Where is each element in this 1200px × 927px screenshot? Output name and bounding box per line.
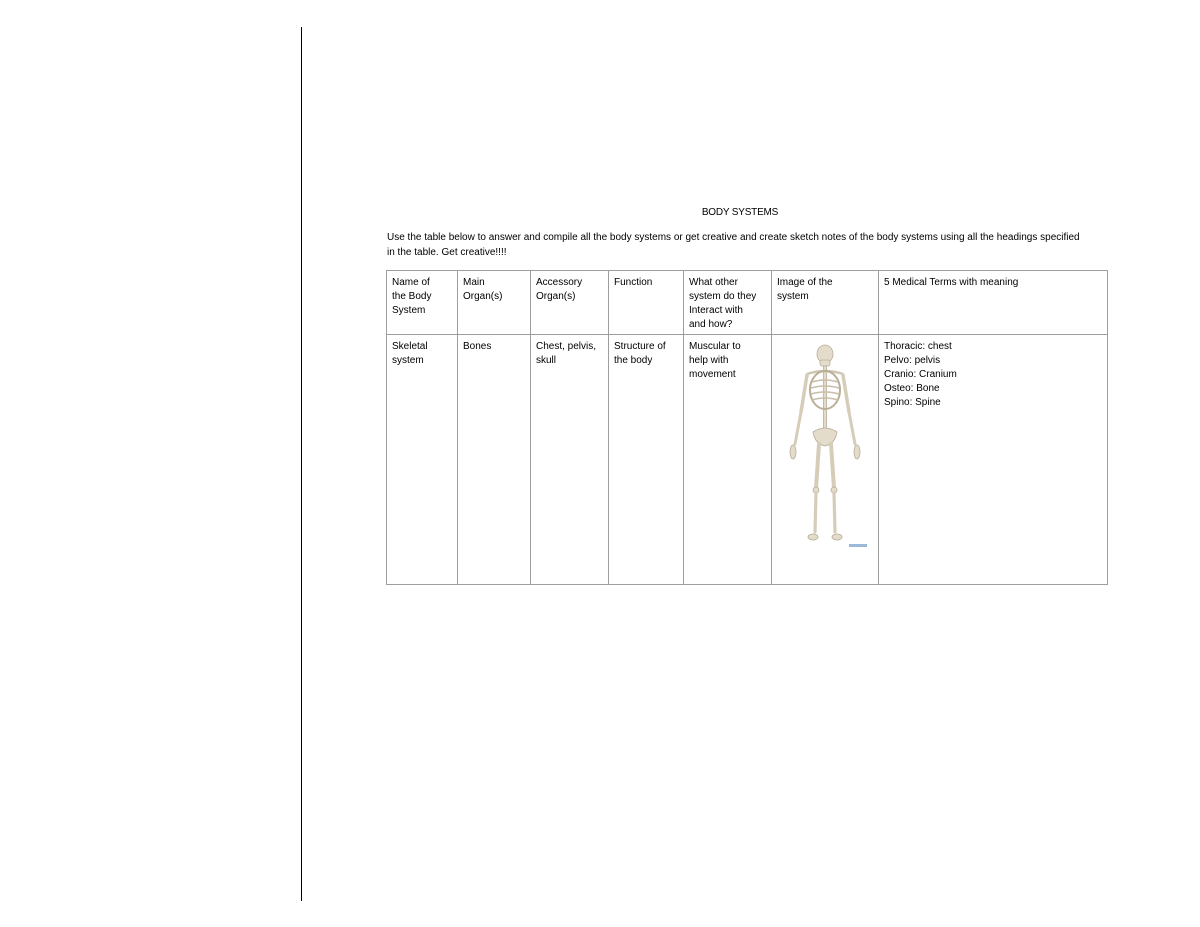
cell-name: [387, 335, 458, 585]
header-accessory-organs-text: Accessory Organ(s): [536, 277, 583, 302]
document-title: BODY SYSTEMS: [701, 207, 779, 218]
interaction-text: Muscular to help with movement: [689, 341, 741, 380]
cell-terms: [879, 335, 1108, 585]
header-cell-interaction: [684, 271, 772, 335]
cell-function: [609, 335, 684, 585]
instructions-paragraph: Use the table below to answer and compile all the body systems or get creative and create sketch notes of the body systems using all the headings specified in the table. Get creative!!!!: [387, 232, 1080, 258]
header-cell-image: [772, 271, 879, 335]
function-text: Structure of the body: [614, 341, 666, 366]
main-organs-text: Bones: [463, 341, 492, 352]
header-cell-terms: [879, 271, 1108, 335]
table-row: [387, 335, 1108, 585]
header-name-text: Name of the Body System: [392, 277, 432, 316]
header-cell-accessory-organs: [531, 271, 609, 335]
cell-image: [772, 335, 879, 585]
medical-term: Osteo: Bone: [884, 383, 940, 394]
header-function-text: Function: [614, 277, 653, 288]
header-cell-name: [387, 271, 458, 335]
table-header-row: [387, 271, 1108, 335]
medical-term: Spino: Spine: [884, 397, 941, 408]
page-margin-line: [301, 27, 302, 901]
accessory-organs-text: Chest, pelvis, skull: [536, 341, 597, 366]
medical-term: Thoracic: chest: [884, 341, 952, 352]
medical-term: Pelvo: pelvis: [884, 355, 941, 366]
body-systems-table: [386, 270, 1108, 585]
header-image-text: Image of the system: [777, 277, 833, 302]
cell-accessory-organs: [531, 335, 609, 585]
medical-term: Cranio: Cranium: [884, 369, 957, 380]
system-name-text: Skeletal system: [392, 341, 428, 366]
header-interaction-text: What other system do they Interact with and how?: [689, 277, 757, 330]
skeleton-image: [777, 340, 873, 552]
cell-main-organs: [458, 335, 531, 585]
header-cell-main-organs: [458, 271, 531, 335]
header-main-organs-text: Main Organ(s): [463, 277, 503, 302]
header-cell-function: [609, 271, 684, 335]
skeleton-illustration: [777, 340, 873, 552]
header-terms-text: 5 Medical Terms with meaning: [884, 277, 1019, 288]
cell-interaction: [684, 335, 772, 585]
